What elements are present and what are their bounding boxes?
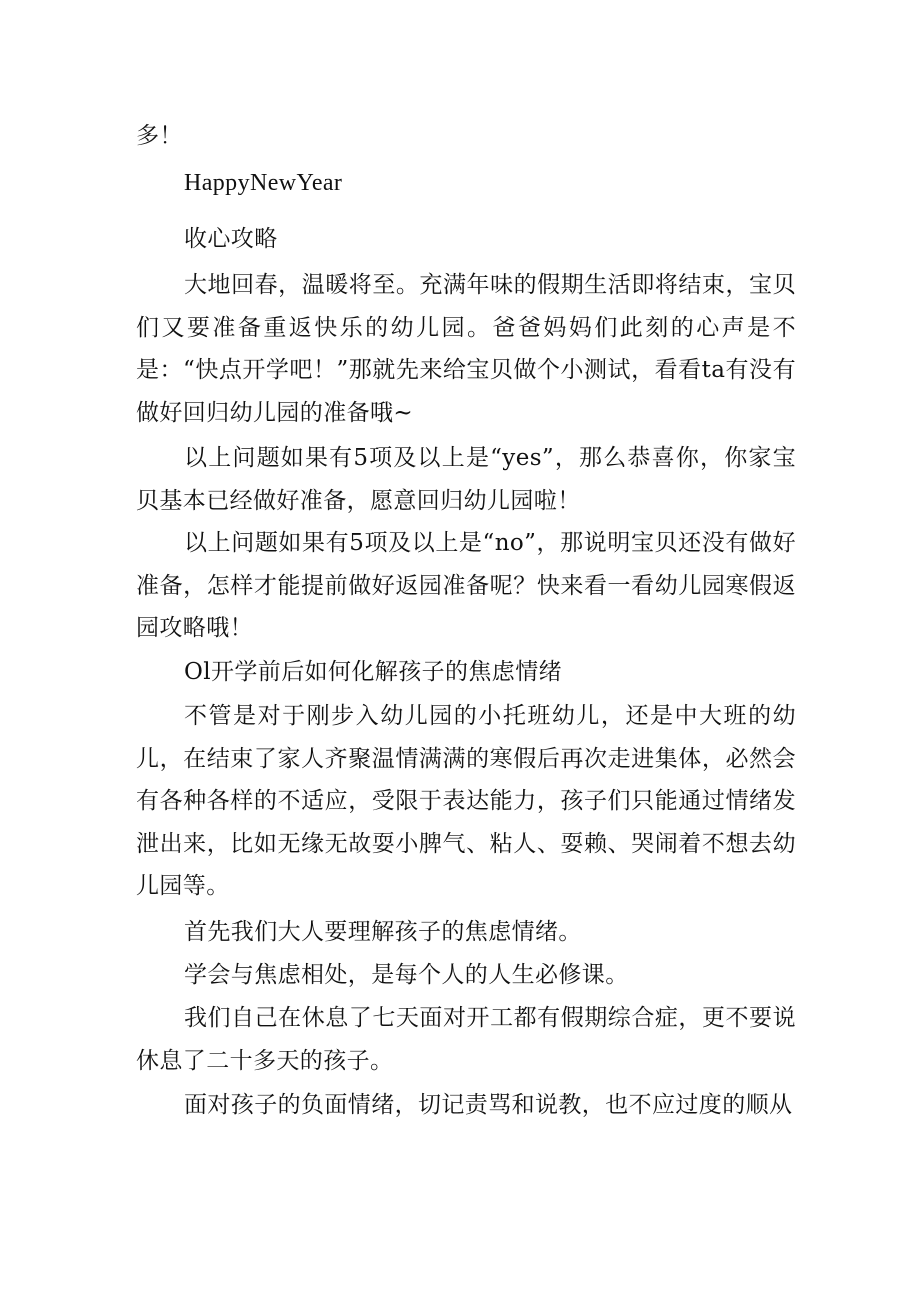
paragraph-understand: 首先我们大人要理解孩子的焦虑情绪。: [184, 919, 582, 945]
subsection-heading: Ol开学前后如何化解孩子的焦虑情绪: [184, 659, 563, 685]
greeting-line: HappyNewYear: [184, 170, 343, 196]
paragraph-text: 大地回春，温暖将至。充满年味的假期生活即将结束，宝贝们又要准备重返快乐的幼儿园。爸爸妈妈们此刻的心声是不是：“快点开学吧！”那就先来给宝贝做个小测试，看看ta有没有做好回归幼儿园的准备哦~: [136, 272, 796, 426]
paragraph-text: 我们自己在休息了七天面对开工都有假期综合症，更不要说休息了二十多天的孩子。: [136, 1005, 796, 1074]
yes-paragraph: [136, 437, 796, 523]
paragraph-continuation: 多！: [136, 123, 183, 149]
holiday-paragraph: [136, 997, 796, 1083]
paragraph-text: 以上问题如果有5项及以上是“yes”，那么恭喜你，你家宝贝基本已经做好准备，愿意回归幼儿园啦！: [136, 445, 796, 514]
paragraph-text: 不管是对于刚步入幼儿园的小托班幼儿，还是中大班的幼儿，在结束了家人齐聚温情满满的寒假后再次走进集体，必然会有各种各样的不适应，受限于表达能力，孩子们只能通过情绪发泄出来，比如无缘无故耍小脾气、粘人、耍赖、哭闹着不想去幼儿园等。: [136, 703, 796, 900]
section-heading: 收心攻略: [184, 226, 278, 252]
intro-paragraph: [136, 264, 796, 434]
negative-emotion-paragraph: [136, 1084, 796, 1126]
paragraph-text: 以上问题如果有5项及以上是“no”，那说明宝贝还没有做好准备，怎样才能提前做好返园准备呢？快来看一看幼儿园寒假返园攻略哦！: [136, 530, 796, 641]
paragraph-learn: 学会与焦虑相处，是每个人的人生必修课。: [184, 962, 629, 988]
anxiety-paragraph: [136, 695, 796, 908]
no-paragraph: [136, 522, 796, 650]
paragraph-text: 面对孩子的负面情绪，切记责骂和说教，也不应过度的顺从: [184, 1092, 793, 1118]
